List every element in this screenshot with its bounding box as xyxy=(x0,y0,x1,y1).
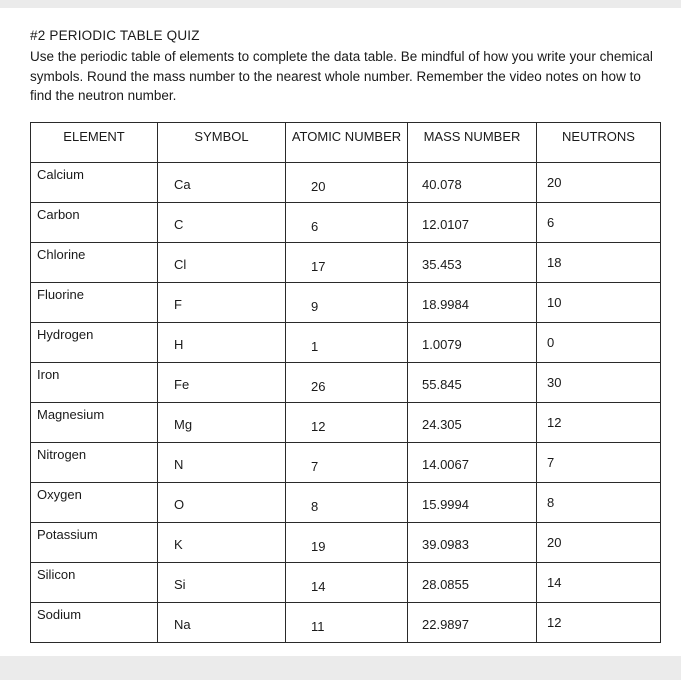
header-atomic-number: ATOMIC NUMBER xyxy=(286,122,408,162)
symbol-value: F xyxy=(158,282,286,322)
neutrons: 30 xyxy=(537,362,661,402)
atomic-number: 14 xyxy=(286,562,408,602)
mass-number: 12.0107 xyxy=(408,202,537,242)
mass-number: 14.0067 xyxy=(408,442,537,482)
neutrons: 8 xyxy=(537,482,661,522)
neutrons: 10 xyxy=(537,282,661,322)
mass-number: 39.0983 xyxy=(408,522,537,562)
header-mass-number: MASS NUMBER xyxy=(408,122,537,162)
element-name: Silicon xyxy=(31,562,158,602)
table-row xyxy=(31,202,661,242)
neutrons: 6 xyxy=(537,202,661,242)
atomic-number: 26 xyxy=(286,362,408,402)
neutrons: 7 xyxy=(537,442,661,482)
symbol-value: Si xyxy=(158,562,286,602)
symbol-value: N xyxy=(158,442,286,482)
element-name: Oxygen xyxy=(31,482,158,522)
symbol-value: Cl xyxy=(158,242,286,282)
atomic-number: 7 xyxy=(286,442,408,482)
element-name: Carbon xyxy=(31,202,158,242)
neutrons: 20 xyxy=(537,522,661,562)
worksheet-page xyxy=(0,8,681,656)
table-header-row xyxy=(31,122,661,162)
table-row xyxy=(31,562,661,602)
page-title: #2 PERIODIC TABLE QUIZ xyxy=(30,28,200,43)
atomic-number: 17 xyxy=(286,242,408,282)
neutrons: 0 xyxy=(537,322,661,362)
atomic-number: 8 xyxy=(286,482,408,522)
header-neutrons: NEUTRONS xyxy=(537,122,661,162)
table-row xyxy=(31,322,661,362)
table-row xyxy=(31,242,661,282)
header-symbol: SYMBOL xyxy=(158,122,286,162)
mass-number: 35.453 xyxy=(408,242,537,282)
symbol-value: Mg xyxy=(158,402,286,442)
table-row xyxy=(31,402,661,442)
mass-number: 28.0855 xyxy=(408,562,537,602)
table-row xyxy=(31,282,661,322)
instructions-text: Use the periodic table of elements to complete the data table. Be mindful of how you write your chemical symbols. Round the mass number to the nearest whole number. Remember the video notes on how to find the neutron number. xyxy=(30,49,653,104)
neutrons: 14 xyxy=(537,562,661,602)
symbol-value: O xyxy=(158,482,286,522)
neutrons: 18 xyxy=(537,242,661,282)
mass-number: 18.9984 xyxy=(408,282,537,322)
table-row xyxy=(31,482,661,522)
table-row xyxy=(31,362,661,402)
atomic-number: 11 xyxy=(286,602,408,642)
neutrons: 12 xyxy=(537,602,661,642)
atomic-number: 9 xyxy=(286,282,408,322)
atomic-number: 1 xyxy=(286,322,408,362)
table-row xyxy=(31,602,661,642)
element-name: Chlorine xyxy=(31,242,158,282)
element-name: Potassium xyxy=(31,522,158,562)
symbol-value: Fe xyxy=(158,362,286,402)
element-name: Calcium xyxy=(31,162,158,202)
atomic-number: 19 xyxy=(286,522,408,562)
mass-number: 24.305 xyxy=(408,402,537,442)
mass-number: 55.845 xyxy=(408,362,537,402)
element-name: Nitrogen xyxy=(31,442,158,482)
element-name: Sodium xyxy=(31,602,158,642)
mass-number: 1.0079 xyxy=(408,322,537,362)
symbol-value: Na xyxy=(158,602,286,642)
symbol-value: K xyxy=(158,522,286,562)
symbol-value: H xyxy=(158,322,286,362)
symbol-value: C xyxy=(158,202,286,242)
element-name: Hydrogen xyxy=(31,322,158,362)
atomic-number: 12 xyxy=(286,402,408,442)
element-name: Iron xyxy=(31,362,158,402)
mass-number: 22.9897 xyxy=(408,602,537,642)
neutrons: 20 xyxy=(537,162,661,202)
table-row xyxy=(31,162,661,202)
table-row xyxy=(31,442,661,482)
atomic-number: 20 xyxy=(286,162,408,202)
mass-number: 15.9994 xyxy=(408,482,537,522)
atomic-number: 6 xyxy=(286,202,408,242)
element-name: Fluorine xyxy=(31,282,158,322)
symbol-value: Ca xyxy=(158,162,286,202)
table-row xyxy=(31,522,661,562)
mass-number: 40.078 xyxy=(408,162,537,202)
header-element: ELEMENT xyxy=(31,122,158,162)
periodic-table-quiz-table xyxy=(30,122,661,643)
element-name: Magnesium xyxy=(31,402,158,442)
neutrons: 12 xyxy=(537,402,661,442)
